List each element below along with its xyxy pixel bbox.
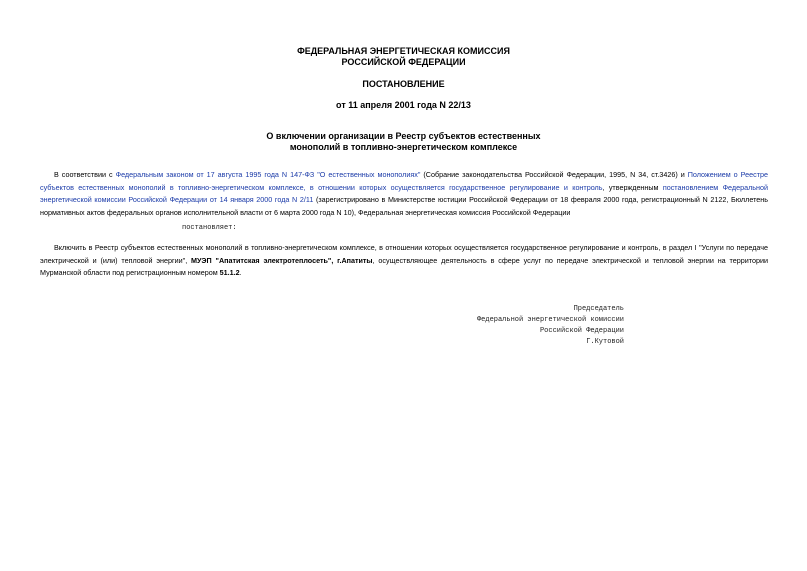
issuer-line-1: ФЕДЕРАЛЬНАЯ ЭНЕРГЕТИЧЕСКАЯ КОМИССИЯ: [297, 46, 510, 56]
signature-org-2: Российской Федерации: [539, 327, 624, 335]
resolves-label: постановляет:: [182, 224, 237, 232]
document-type: ПОСТАНОВЛЕНИЕ: [362, 79, 445, 89]
registration-number: 51.1.2: [219, 268, 240, 278]
title-line-1: О включении организации в Реестр субъектов естественных: [266, 131, 541, 141]
preamble-text-3: , утвержденным: [602, 182, 663, 192]
document-date-number: от 11 апреля 2001 года N 22/13: [336, 100, 471, 110]
federal-law-link[interactable]: Федеральным законом от 17 августа 1995 года N 147-ФЗ "О естественных монополиях": [115, 170, 421, 179]
signatory-name: Г.Кутовой: [586, 338, 624, 346]
resolution-text-2: , осуществляющее деятельность в сфере услуг по передаче электрической и тепловой энергии на территории Мурманской области под регистрационным номером: [40, 255, 768, 278]
preamble-paragraph: [40, 169, 768, 219]
document-title: [0, 131, 807, 153]
fek-resolution-link[interactable]: постановлением Федеральной энергетической комиссии Российской Федерации от 14 января 2000 года N 2/11: [40, 182, 768, 205]
resolution-paragraph: [40, 242, 768, 280]
resolution-text-3: .: [239, 268, 242, 278]
issuer-line-2: РОССИЙСКОЙ ФЕДЕРАЦИИ: [341, 57, 466, 67]
preamble-text-1: В соответствии с: [54, 170, 116, 179]
signature-block: [477, 304, 624, 348]
title-line-2: монополий в топливно-энергетическом комплексе: [289, 142, 518, 152]
signature-org-1: Федеральной энергетической комиссии: [476, 316, 624, 324]
signature-title: Председатель: [573, 305, 624, 313]
registry-regulation-link[interactable]: Положением о Реестре субъектов естественных монополий в топливно-энергетическом комплексе, в отношении которых осуществляется государственное регулирование и контроль: [40, 170, 769, 192]
resolution-text-1: Включить в Реестр субъектов естественных монополий в топливно-энергетическом комплексе, в отношении которых осуществляется государственное регулирование и контроль, в раздел I "Услуги по передаче электрической и (или) тепловой энергии",: [40, 243, 768, 265]
organization-name: МУЭП "Апатитская электротеплосеть", г.Апатиты: [191, 255, 373, 265]
preamble-text-4: (зарегистрировано в Министерстве юстиции Российской Федерации от 18 февраля 2000 года, регистрационный N 2122, Бюллетень нормативных актов федеральных органов исполнительной власти от 6 марта 2000 года N 10), Федеральная энергетическая комиссия Российской Федерации: [40, 195, 768, 217]
preamble-text-2: (Собрание законодательства Российской Федерации, 1995, N 34, ст.3426) и: [420, 170, 688, 179]
issuer-block: [0, 46, 807, 68]
